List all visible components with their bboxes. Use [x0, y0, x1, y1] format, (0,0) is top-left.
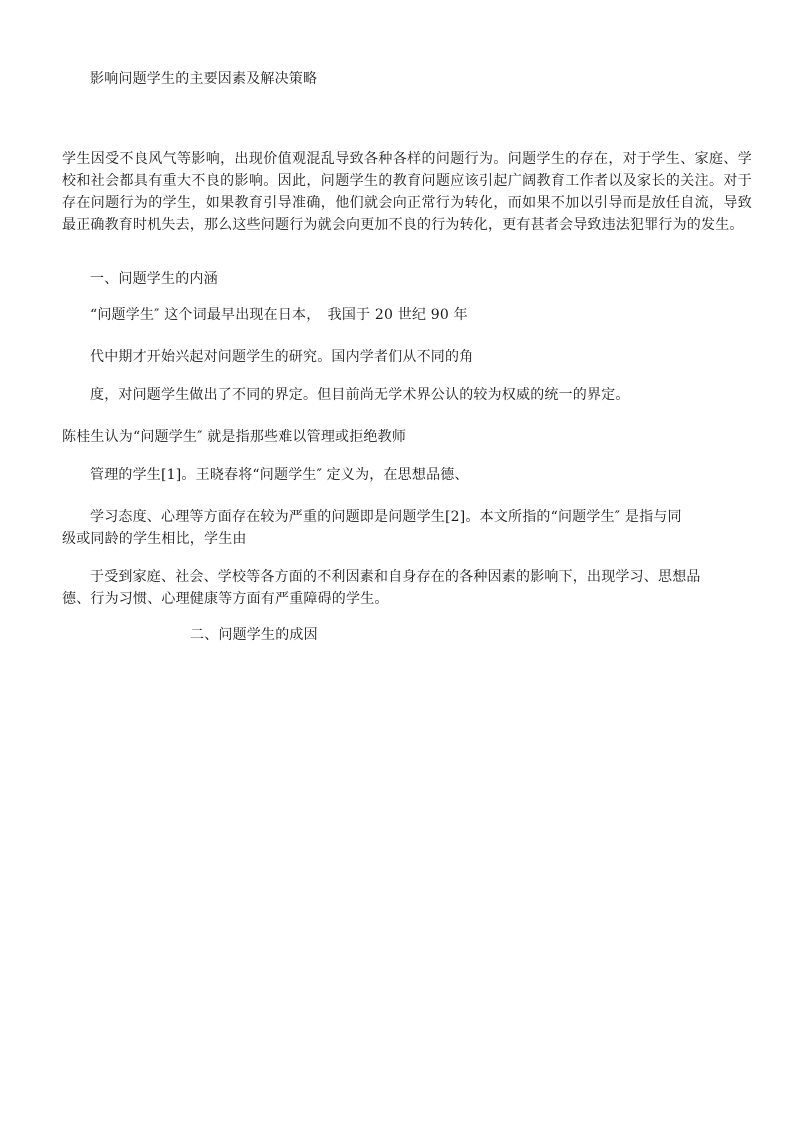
paragraph-line: 代中期才开始兴起对问题学生的研究。国内学者们从不同的角: [90, 349, 474, 365]
paragraph-line: 度，对问题学生做出了不同的界定。但目前尚无学术界公认的较为权威的统一的界定。: [90, 387, 630, 403]
paragraph-block: [62, 566, 752, 610]
intro-paragraph: 学生因受不良风气等影响，出现价值观混乱导致各种各样的问题行为。问题学生的存在，对于学生、家庭、学校和社会都具有重大不良的影响。因此，问题学生的教育问题应该引起广阔教育工作者以及家长的关注。对于存在问题行为的学生，如果教育引导准确，他们就会向正常行为转化，而如果不加以引导而是放任自流，导致最正确教育时机失去，那么这些问题行为就会向更加不良的行为转化，更有甚者会导致违法犯罪行为的发生。: [62, 151, 752, 233]
paragraph-line: 级或同龄的学生相比，学生由: [62, 531, 247, 547]
paragraph-line: 德、行为习惯、心理健康等方面有严重障碍的学生。: [62, 591, 389, 607]
paragraph-block: [62, 506, 780, 550]
paragraph-line: 陈桂生认为“问题学生″ 就是指那些难以管理或拒绝教师: [62, 429, 407, 445]
section-heading-2: 二、问题学生的成因: [190, 627, 318, 643]
document-title: 影响问题学生的主要因素及解决策略: [90, 71, 318, 87]
paragraph-line: “问题学生″ 这个词最早出现在日本， 我国于 20 世纪 90 年: [90, 307, 468, 323]
paragraph-line: 管理的学生[1]。王晓春将“问题学生″ 定义为，在思想品德、: [90, 467, 469, 483]
paragraph-line: 学习态度、心理等方面存在较为严重的问题即是问题学生[2]。本文所指的“问题学生″ 是指与同: [90, 509, 682, 525]
section-heading-1: 一、问题学生的内涵: [90, 271, 218, 287]
paragraph-line: 于受到家庭、社会、学校等各方面的不利因素和自身存在的各种因素的影响下，出现学习、思想品: [90, 569, 701, 585]
